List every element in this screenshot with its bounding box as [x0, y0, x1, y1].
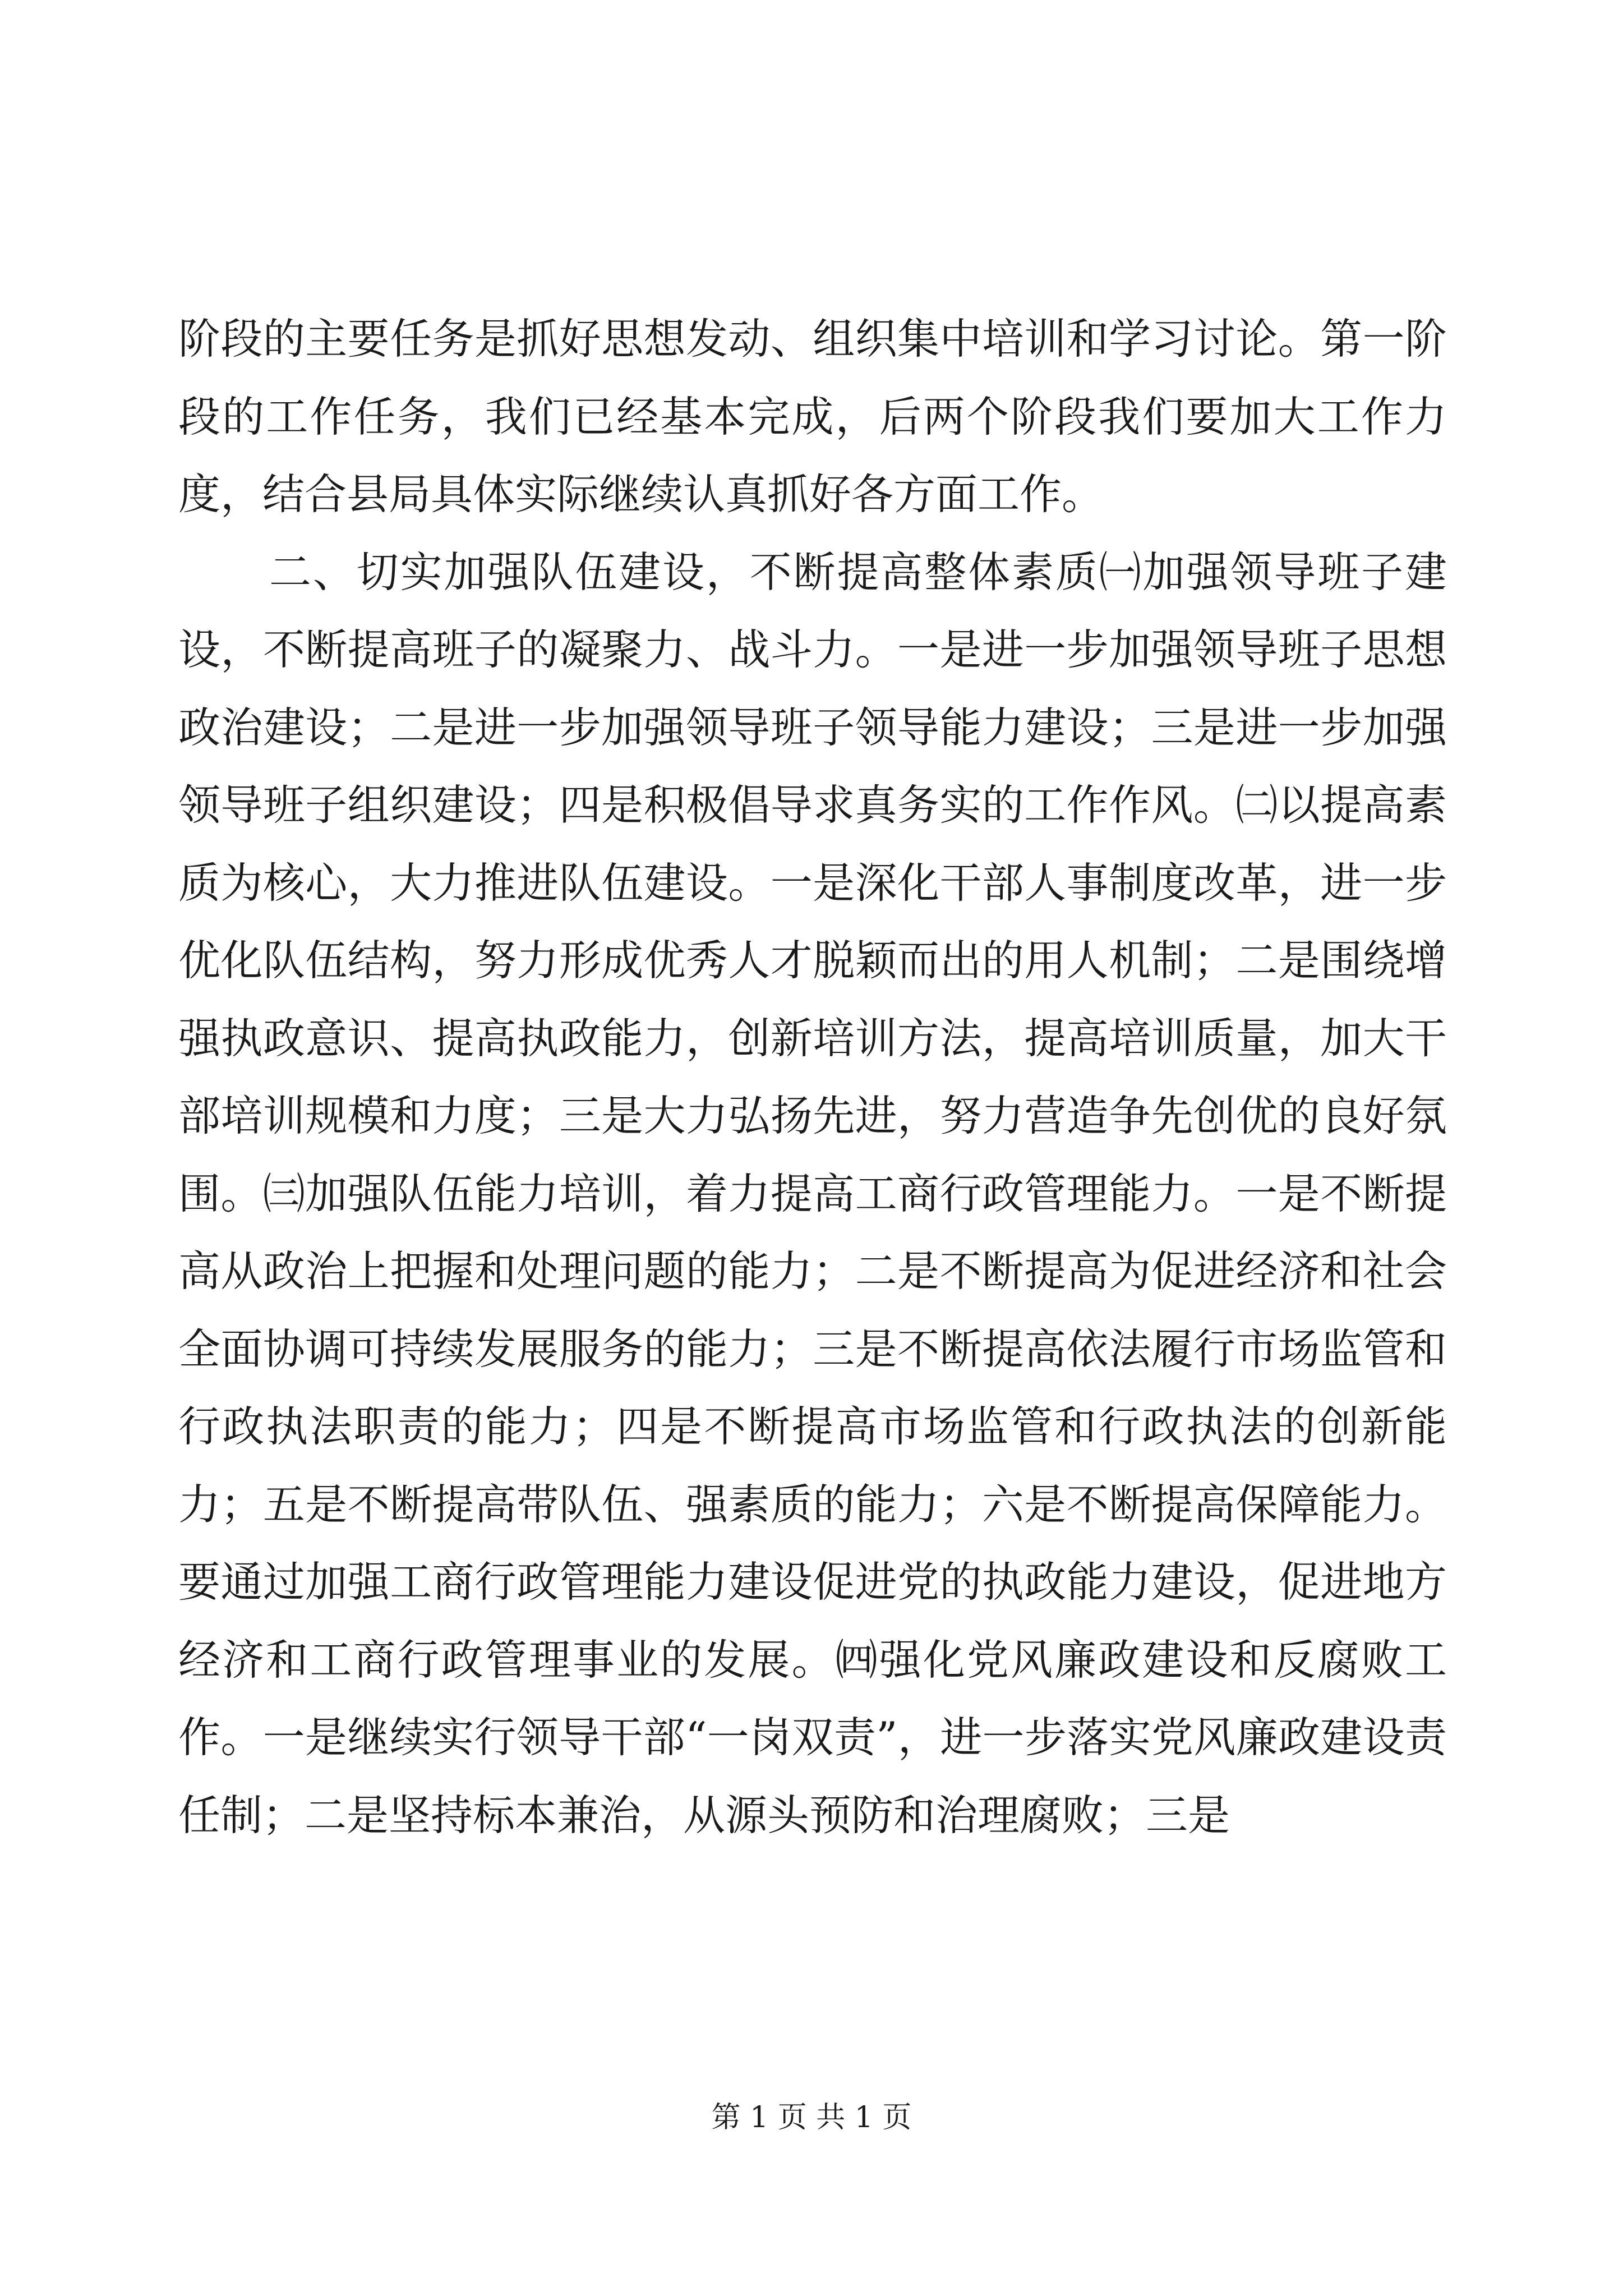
paragraph-team-building: 二、切实加强队伍建设，不断提高整体素质㈠加强领导班子建设，不断提高班子的凝聚力、战斗力。一是进一步加强领导班子思想政治建设；二是进一步加强领导班子领导能力建设；三是进一步加强领导班子组织建设；四是积极倡导求真务实的工作作风。㈡以提高素质为核心，大力推进队伍建设。一是深化干部人事制度改革，进一步优化队伍结构，努力形成优秀人才脱颖而出的用人机制；二是围绕增强执政意识、提高执政能力，创新培训方法，提高培训质量，加大干部培训规模和力度；三是大力弘扬先进，努力营造争先创优的良好氛围。㈢加强队伍能力培训，着力提高工商行政管理能力。一是不断提高从政治上把握和处理问题的能力；二是不断提高为促进经济和社会全面协调可持续发展服务的能力；三是不断提高依法履行市场监管和行政执法职责的能力；四是不断提高市场监管和行政执法的创新能力；五是不断提高带队伍、强素质的能力；六是不断提高保障能力。要通过加强工商行政管理能力建设促进党的执政能力建设，促进地方经济和工商行政管理事业的发展。㈣强化党风廉政建设和反腐败工作。一是继续实行领导干部“一岗双责”，进一步落实党风廉政建设责任制；二是坚持标本兼治，从源头预防和治理腐败；三是	[178, 547, 1447, 1840]
paragraph-continuation: 阶段的主要任务是抓好思想发动、组织集中培训和学习讨论。第一阶段的工作任务，我们已经基本完成，后两个阶段我们要加大工作力度，结合县局具体实际继续认真抓好各方面工作。	[178, 314, 1447, 519]
page-footer: 第 1 页 共 1 页	[711, 2101, 912, 2134]
document-body	[178, 300, 1447, 1854]
